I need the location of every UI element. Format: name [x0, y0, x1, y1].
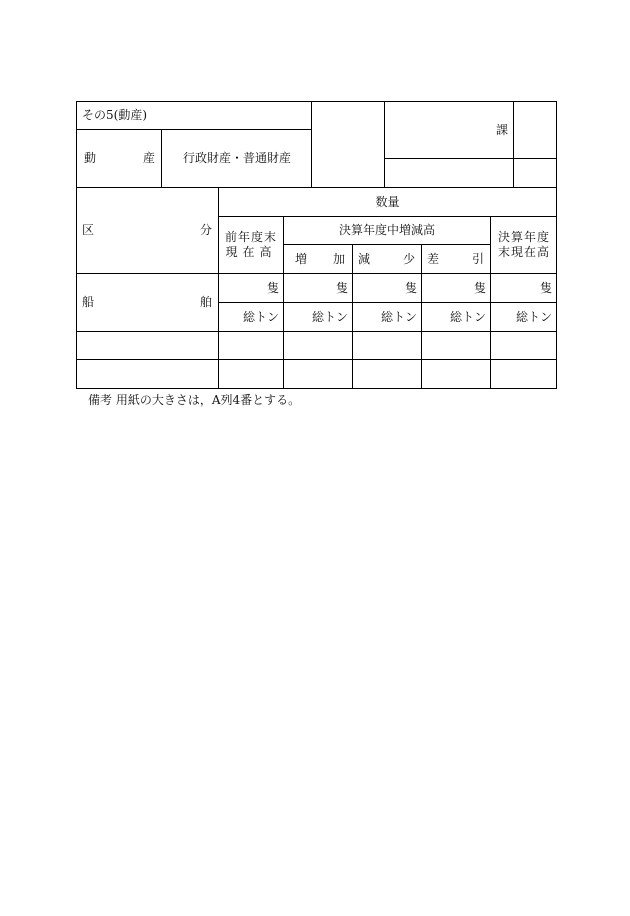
item-name-char: 舶	[199, 295, 212, 309]
unit-count-net: 隻	[473, 280, 486, 295]
dept-label: 課	[495, 122, 508, 137]
category-label-char: 産	[142, 151, 155, 165]
category-value: 行政財産・普通財産	[183, 151, 292, 165]
row-header-char: 区	[82, 223, 95, 237]
border-bottom	[76, 388, 557, 389]
divider	[513, 101, 514, 187]
unit-tonnage-current: 総トン	[515, 309, 552, 324]
unit-tonnage-increase: 総トン	[311, 309, 348, 324]
decrease-header	[358, 245, 415, 273]
unit-count-decrease: 隻	[404, 280, 417, 295]
divider	[311, 101, 312, 187]
unit-count-current: 隻	[539, 280, 552, 295]
current-year-end-line: 末現在高	[497, 245, 550, 259]
quantity-header: 数量	[375, 194, 400, 209]
item-name-char: 船	[82, 295, 95, 309]
item-name	[82, 274, 212, 331]
divider	[161, 129, 162, 187]
prev-year-end-line: 前年度末	[224, 230, 277, 244]
prev-year-end-header	[223, 217, 279, 273]
unit-count-prev: 隻	[266, 280, 279, 295]
unit-tonnage-prev: 総トン	[242, 309, 279, 324]
form-subtitle: その5(動産)	[82, 108, 147, 122]
change-group-header: 決算年度中増減高	[338, 223, 435, 237]
row-header-label	[82, 188, 212, 273]
current-year-end-header	[495, 217, 553, 273]
increase-header	[295, 245, 345, 273]
increase-char: 加	[332, 251, 345, 266]
empty-row	[77, 332, 556, 359]
net-header	[427, 245, 484, 273]
prev-year-end-line: 現在高	[225, 245, 277, 259]
current-year-end-line: 決算年度	[497, 230, 550, 244]
empty-row	[77, 360, 556, 388]
increase-char: 増	[295, 251, 308, 266]
decrease-char: 減	[358, 251, 371, 266]
unit-count-increase: 隻	[335, 280, 348, 295]
row-header-char: 分	[199, 223, 212, 237]
net-char: 引	[471, 251, 484, 266]
category-label	[84, 130, 155, 187]
net-char: 差	[427, 251, 440, 266]
decrease-char: 少	[402, 251, 415, 266]
remark-note: 備考 用紙の大きさは，A列4番とする。	[88, 393, 301, 407]
divider	[384, 158, 557, 159]
unit-tonnage-net: 総トン	[449, 309, 486, 324]
border-right	[556, 101, 557, 389]
unit-tonnage-decrease: 総トン	[380, 309, 417, 324]
category-label-char: 動	[84, 151, 97, 165]
